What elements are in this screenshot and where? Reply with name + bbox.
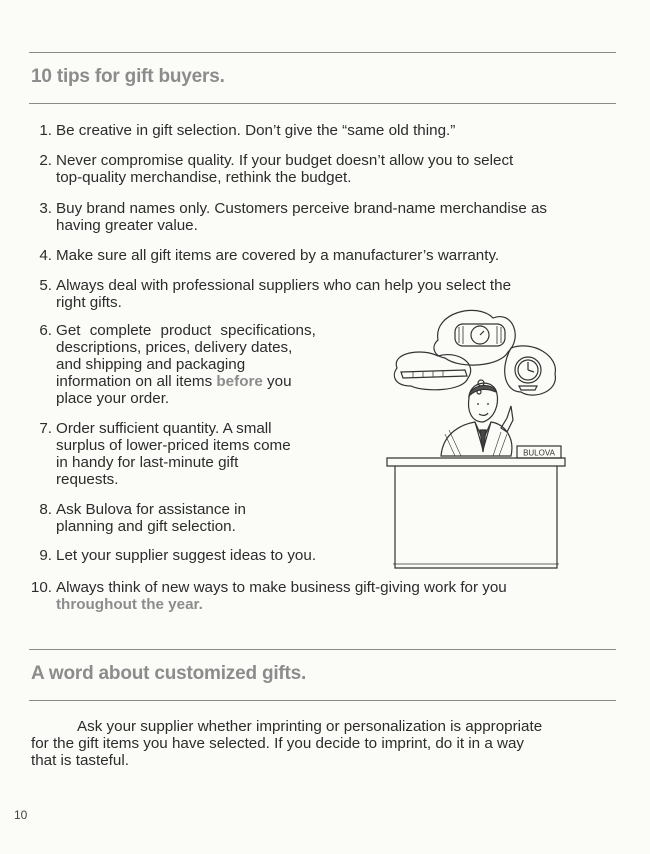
- section2-top-rule: [29, 649, 616, 650]
- tip-text: surplus of lower-priced items come: [56, 437, 291, 454]
- customized-paragraph: [31, 718, 591, 769]
- tip-number: 10.: [30, 579, 52, 596]
- tip-text: requests.: [56, 471, 119, 488]
- tip-number: 6.: [39, 322, 52, 339]
- tip-text: Ask Bulova for assistance in: [56, 501, 246, 518]
- tip-number: 7.: [39, 420, 52, 437]
- tip-text: right gifts.: [56, 294, 122, 311]
- tip-text: Be creative in gift selection. Don’t give the “same old thing.”: [56, 122, 456, 139]
- tip-text: descriptions, prices, delivery dates,: [56, 339, 293, 356]
- tip-number: 4.: [39, 247, 52, 264]
- title-rule: [29, 103, 616, 104]
- tip-text: Always deal with professional suppliers who can help you select the: [56, 277, 512, 294]
- paragraph-line: for the gift items you have selected. If you decide to imprint, do it in a way: [31, 735, 525, 752]
- paragraph-line: that is tasteful.: [31, 752, 129, 769]
- tip-text: planning and gift selection.: [56, 518, 236, 535]
- tip-text: Always think of new ways to make business gift-giving work for you: [56, 579, 507, 596]
- tip-text: top-quality merchandise, rethink the budget.: [56, 169, 352, 186]
- desk-sign-text: BULOVA: [523, 448, 555, 458]
- section-title-customized: A word about customized gifts.: [31, 663, 307, 684]
- page-number: 10: [14, 808, 28, 822]
- section2-title-rule: [29, 700, 616, 701]
- tip-text: having greater value.: [56, 217, 198, 234]
- tip-text: Make sure all gift items are covered by a manufacturer’s warranty.: [56, 247, 500, 264]
- emphasis-throughout-the-year: throughout the year.: [56, 596, 203, 613]
- tip-text: place your order.: [56, 390, 170, 407]
- section-title-tips: 10 tips for gift buyers.: [31, 66, 225, 87]
- tip-text: Get complete product specifications,: [56, 322, 316, 339]
- paragraph-line: Ask your supplier whether imprinting or personalization is appropriate: [77, 718, 543, 735]
- tip-text: Never compromise quality. If your budget doesn’t allow you to select: [56, 152, 514, 169]
- tip-number: 9.: [39, 547, 52, 564]
- tip-text: Let your supplier suggest ideas to you.: [56, 547, 317, 564]
- tip-number: 1.: [39, 122, 52, 139]
- tip-text: and shipping and packaging: [56, 356, 246, 373]
- tip-number: 2.: [39, 152, 52, 169]
- tip-number: 8.: [39, 501, 52, 518]
- gift-thinking-illustration: [383, 300, 568, 572]
- emphasis-before: before: [216, 373, 263, 390]
- tip-text-line-4: information on all items before you: [56, 373, 292, 390]
- tip-text: in handy for last-minute gift: [56, 454, 239, 471]
- top-rule: [29, 52, 616, 53]
- tip-text: Buy brand names only. Customers perceive brand-name merchandise as: [56, 200, 548, 217]
- tip-number: 3.: [39, 200, 52, 217]
- tip-text: Order sufficient quantity. A small: [56, 420, 272, 437]
- tip-number: 5.: [39, 277, 52, 294]
